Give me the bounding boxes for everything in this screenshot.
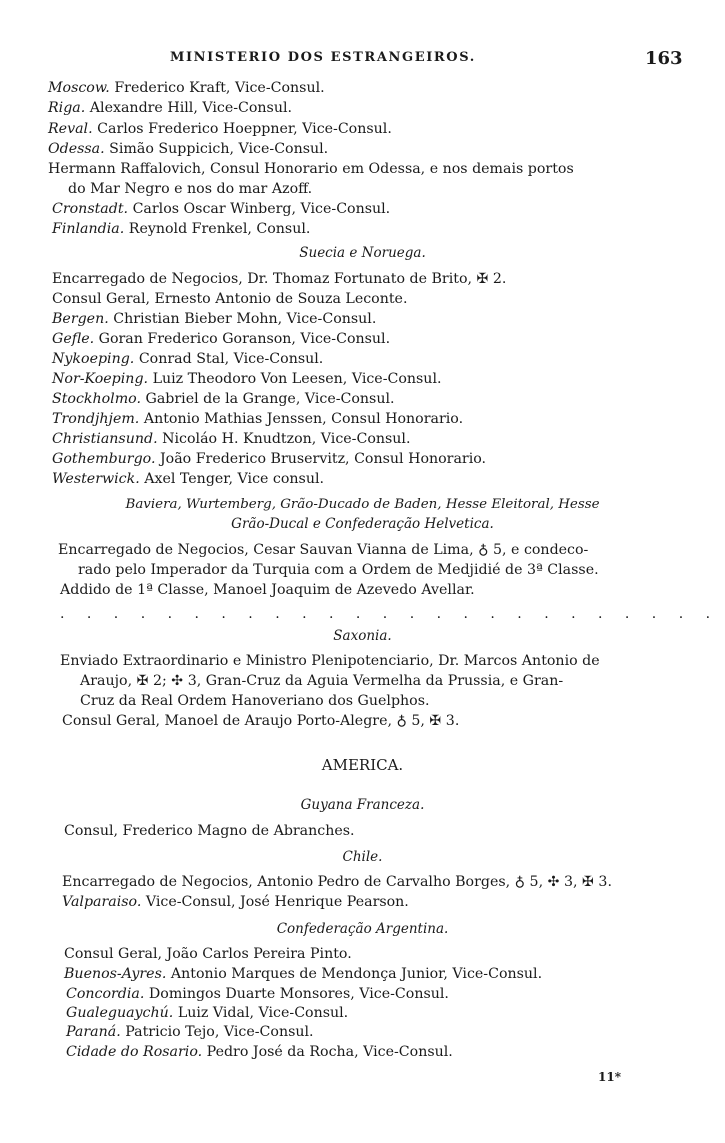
entry-line: Encarregado de Negocios, Cesar Sauvan Vianna de Lima, ♁ 5, e condeco- — [58, 542, 589, 558]
entry-line: Cruz da Real Ordem Hanoveriano dos Guelphos. — [80, 693, 430, 709]
entry-line: Bergen. Christian Bieber Mohn, Vice-Consul. — [52, 311, 377, 327]
page-number: 163 — [645, 48, 683, 69]
entry-line: Finlandia. Reynold Frenkel, Consul. — [52, 221, 311, 237]
entry-line: Gualeguaychú. Luiz Vidal, Vice-Consul. — [66, 1005, 349, 1021]
entry-line: Nor-Koeping. Luiz Theodoro Von Leesen, Vice-Consul. — [52, 371, 442, 387]
entry-line: Trondjhjem. Antonio Mathias Jenssen, Consul Honorario. — [52, 411, 464, 427]
entry-line: Christiansund. Nicoláo H. Knudtzon, Vice-Consul. — [52, 431, 411, 447]
section-title-chile: Chile. — [342, 849, 383, 865]
entry-line: Encarregado de Negocios, Antonio Pedro de Carvalho Borges, ♁ 5, ✣ 3, ✠ 3. — [62, 874, 612, 890]
entry-line: Gothemburgo. João Frederico Bruservitz, Consul Honorario. — [52, 451, 487, 467]
entry-line: Valparaiso. Vice-Consul, José Henrique Pearson. — [62, 894, 409, 910]
entry-line: Odessa. Simão Suppicich, Vice-Consul. — [48, 141, 329, 157]
entry-line: Addido de 1ª Classe, Manoel Joaquim de Azevedo Avellar. — [60, 582, 475, 598]
section-title-saxonia: Saxonia. — [333, 628, 392, 644]
entry-line: Gefle. Goran Frederico Goranson, Vice-Consul. — [52, 331, 391, 347]
entry-line: Nykoeping. Conrad Stal, Vice-Consul. — [52, 351, 324, 367]
entry-line: rado pelo Imperador da Turquia com a Ordem de Medjidié de 3ª Classe. — [78, 562, 599, 578]
signature-mark: 11* — [598, 1070, 621, 1084]
entry-line: Concordia. Domingos Duarte Monsores, Vice-Consul. — [66, 986, 449, 1002]
entry-line: Enviado Extraordinario e Ministro Plenipotenciario, Dr. Marcos Antonio de — [60, 653, 600, 669]
entry-line: Consul Geral, Ernesto Antonio de Souza Leconte. — [52, 291, 408, 307]
entry-line: Moscow. Frederico Kraft, Vice-Consul. — [48, 80, 325, 96]
section-title-baviera-2: Grão-Ducal e Confederação Helvetica. — [231, 516, 494, 532]
entry-line: Westerwick. Axel Tenger, Vice consul. — [52, 471, 325, 487]
section-title-suecia: Suecia e Noruega. — [299, 245, 426, 261]
section-title-guyana: Guyana Franceza. — [300, 797, 425, 813]
entry-line: Araujo, ✠ 2; ✣ 3, Gran-Cruz da Aguia Vermelha da Prussia, e Gran- — [80, 673, 564, 689]
entry-line: Consul, Frederico Magno de Abranches. — [64, 823, 355, 839]
section-title-argentina: Confederação Argentina. — [276, 921, 449, 937]
entry-line: Cronstadt. Carlos Oscar Winberg, Vice-Consul. — [52, 201, 391, 217]
entry-line: Hermann Raffalovich, Consul Honorario em Odessa, e nos demais portos — [48, 161, 574, 177]
entry-line: Riga. Alexandre Hill, Vice-Consul. — [48, 100, 293, 116]
page-header: MINISTERIO DOS ESTRANGEIROS. — [170, 50, 476, 65]
entry-line: do Mar Negro e nos do mar Azoff. — [68, 181, 313, 197]
entry-line: Buenos-Ayres. Antonio Marques de Mendonça Junior, Vice-Consul. — [64, 966, 543, 982]
entry-line: Consul Geral, João Carlos Pereira Pinto. — [64, 946, 352, 962]
entry-line: Stockholmo. Gabriel de la Grange, Vice-Consul. — [52, 391, 395, 407]
entry-line: Paraná. Patricio Tejo, Vice-Consul. — [66, 1024, 314, 1040]
entry-line: Encarregado de Negocios, Dr. Thomaz Fortunato de Brito, ✠ 2. — [52, 271, 507, 287]
section-title-america: AMERICA. — [321, 756, 404, 774]
entry-line: Cidade do Rosario. Pedro José da Rocha, Vice-Consul. — [66, 1044, 453, 1060]
entry-line: Consul Geral, Manoel de Araujo Porto-Alegre, ♁ 5, ✠ 3. — [62, 713, 460, 729]
section-title-baviera-1: Baviera, Wurtemberg, Grão-Ducado de Baden, Hesse Eleitoral, Hesse — [125, 497, 600, 512]
dotted-separator: . . . . . . . . . . . . . . . . . . . . . . . . . — [60, 606, 720, 622]
entry-line: Reval. Carlos Frederico Hoeppner, Vice-Consul. — [48, 121, 392, 137]
